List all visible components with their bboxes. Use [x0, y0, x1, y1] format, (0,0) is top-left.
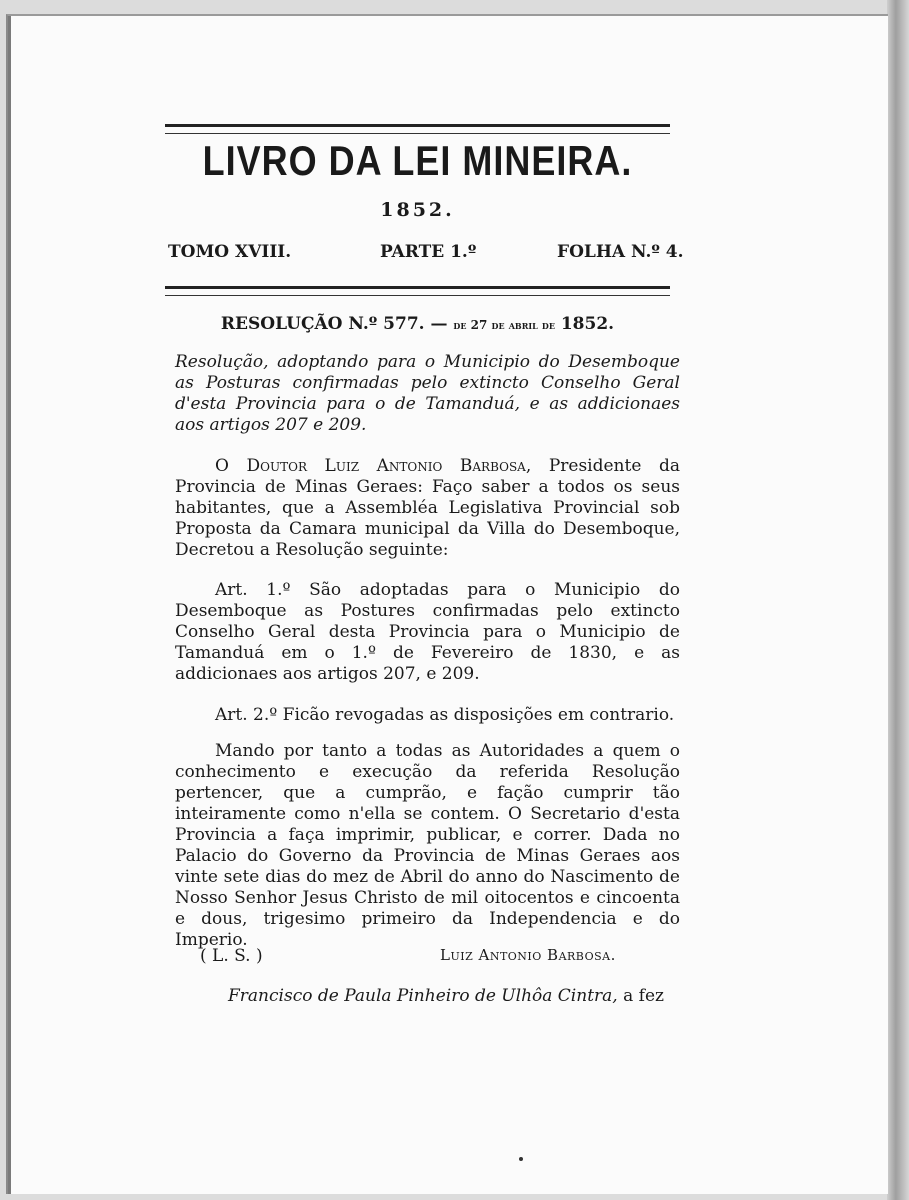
year: 1852.	[380, 199, 455, 221]
secretary-name: Francisco de Paula Pinheiro de Ulhôa Cintra,	[228, 986, 618, 1006]
ink-speck	[519, 1157, 523, 1161]
folha: FOLHA N.º 4.	[557, 242, 684, 262]
header-rule	[165, 286, 670, 296]
top-rule	[165, 124, 670, 134]
president-signature: Luiz Antonio Barbosa.	[440, 946, 616, 964]
mandate-paragraph: Mando por tanto a todas as Autoridades a quem o conhecimento e execução da referida Resolução pertencer, que a cumprão, e fação cumprir tão inteiramente como n'ella se contem. O Secretario d'esta Provincia a faça imprimir, publicar, e correr. Dada no Palacio do Governo da Provincia de Minas Geraes aos vinte sete dias do mez de Abril do anno do Nascimento de Nosso Senhor Jesus Christo de mil oitocentos e cincoenta e dous, trigesimo primeiro da Independencia e do Imperio.	[175, 741, 680, 950]
resolution-heading	[165, 314, 670, 334]
article-2: Art. 2.º Ficão revogadas as disposições em contrario.	[215, 705, 675, 725]
book-title: LIVRO DA LEI MINEIRA.	[202, 136, 633, 184]
parte: PARTE 1.º	[380, 242, 477, 262]
article-1: Art. 1.º São adoptadas para o Municipio do Desemboque as Postures confirmadas pelo extincto Conselho Geral desta Provincia para o Municipio de Tamanduá em o 1.º de Fevereiro de 1830, e as addicionaes aos artigos 207, e 209.	[175, 580, 680, 684]
resolution-number: RESOLUÇÃO N.º 577. —	[220, 314, 448, 334]
president-name: Doutor Luiz Antonio Barbosa	[246, 456, 526, 476]
page-edge	[887, 0, 909, 1200]
resolution-year: 1852.	[560, 314, 615, 334]
preamble-paragraph	[175, 456, 680, 561]
tomo: TOMO XVIII.	[168, 242, 292, 262]
resolution-date: de 27 de abril de	[453, 318, 555, 332]
secretary-signature	[228, 986, 664, 1006]
preamble-prefix: O	[215, 456, 229, 476]
resolution-summary: Resolução, adoptando para o Municipio do Desemboque as Posturas confirmadas pelo extincto Conselho Geral d'esta Provincia para o de Tamanduá, e as addicionaes aos artigos 207 e 209.	[175, 352, 680, 435]
secretary-suffix: a fez	[623, 986, 664, 1006]
preamble-text: , Presidente da Provincia de Minas Geraes: Faço saber a todos os seus habitantes, que a Assembléa Legislativa Provincial sob Proposta da Camara municipal da Villa do Desemboque, Decretou a Resolução seguinte:	[175, 456, 680, 560]
seal-mark: ( L. S. )	[200, 946, 263, 966]
